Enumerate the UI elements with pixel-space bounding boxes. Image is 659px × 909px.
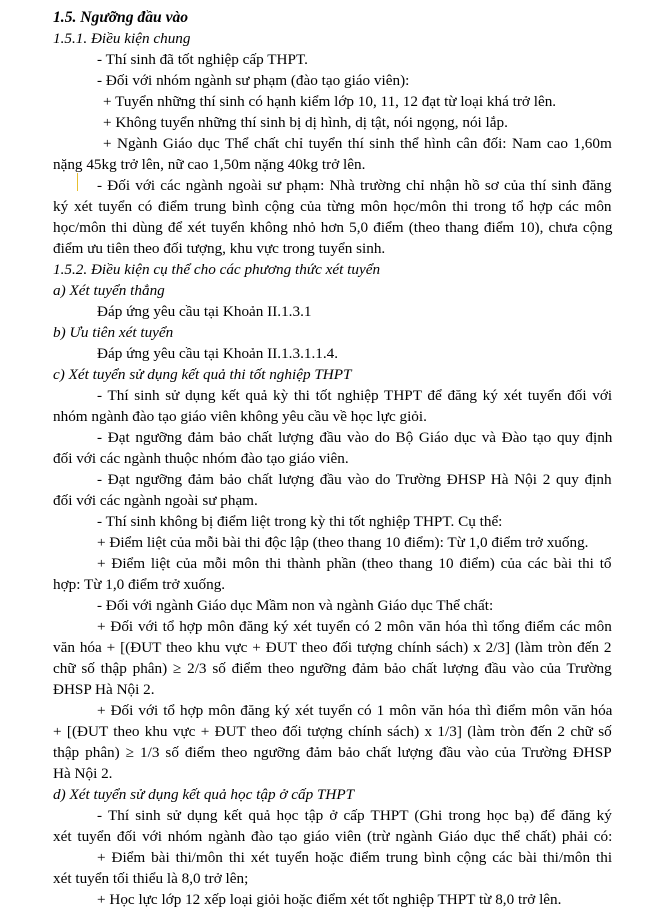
text-line: + Điểm bài thi/môn thi xét tuyển hoặc điểm trung bình cộng các bài thi/môn thi <box>97 849 613 866</box>
text-line: ĐHSP Hà Nội 2. <box>53 681 155 698</box>
text-line: - Đối với các ngành ngoài sư phạm: Nhà trường chỉ nhận hồ sơ của thí sinh đăng <box>97 177 612 194</box>
text-line: + Không tuyển những thí sinh bị dị hình, dị tật, nói ngọng, nói lắp. <box>103 114 508 131</box>
text-cursor <box>77 173 78 191</box>
text-line: đối với các ngành ngoài sư phạm. <box>53 492 258 509</box>
text-line: + Đối với tổ hợp môn đăng ký xét tuyển có 1 môn văn hóa thì điểm môn văn hóa <box>97 702 613 719</box>
text-line: chữ số thập phân) ≥ 2/3 số điểm theo ngưỡng đảm bảo chất lượng đầu vào của Trường <box>53 660 612 677</box>
text-line: Đáp ứng yêu cầu tại Khoản II.1.3.1.1.4. <box>97 345 339 362</box>
text-line: + [(ĐUT theo khu vực + ĐUT theo đối tượng chính sách) x 1/3] (làm tròn đến 2 chữ số <box>53 723 612 740</box>
text-line: - Thí sinh sử dụng kết quả học tập ở cấp THPT (Ghi trong học bạ) để đăng ký <box>97 807 612 824</box>
text-line: xét tuyển đối với nhóm ngành đào tạo giáo viên (trừ ngành Giáo dục thể chất) phải có: <box>53 828 613 845</box>
text-line: - Thí sinh không bị điểm liệt trong kỳ thi tốt nghiệp THPT. Cụ thể: <box>97 513 503 530</box>
text-line: nặng 45kg trở lên, nữ cao 1,50m nặng 40kg trở lên. <box>53 156 366 173</box>
text-line: học/môn thi dùng để xét tuyển không nhỏ hơn 5,0 điểm (theo thang điểm 10), chưa cộng <box>53 219 613 236</box>
text-line: đối với các ngành thuộc nhóm đào tạo giáo viên. <box>53 450 349 467</box>
text-line: xét tuyển tối thiểu là 8,0 trở lên; <box>53 870 249 887</box>
subsection-heading: c) Xét tuyển sử dụng kết quả thi tốt nghiệp THPT <box>53 366 352 383</box>
subsection-heading: 1.5.1. Điều kiện chung <box>53 30 191 47</box>
section-heading: 1.5. Ngưỡng đầu vào <box>53 9 189 26</box>
text-line: văn hóa + [(ĐUT theo khu vực + ĐUT theo đối tượng chính sách) x 2/3] (làm tròn đến 2 <box>53 639 612 656</box>
subsection-heading: a) Xét tuyển thẳng <box>53 282 165 299</box>
text-line: nhóm ngành đào tạo giáo viên không yêu cầu về học lực giỏi. <box>53 408 427 425</box>
text-line: - Thí sinh đã tốt nghiệp cấp THPT. <box>97 51 308 68</box>
text-line: ký xét tuyển có điểm trung bình cộng của từng môn học/môn thi trong tổ hợp các môn <box>53 198 612 215</box>
text-line: + Học lực lớp 12 xếp loại giỏi hoặc điểm xét tốt nghiệp THPT từ 8,0 trở lên. <box>97 891 562 908</box>
subsection-heading: d) Xét tuyển sử dụng kết quả học tập ở cấp THPT <box>53 786 355 803</box>
text-line: + Ngành Giáo dục Thể chất chỉ tuyển thí sinh thể hình cân đối: Nam cao 1,60m <box>103 135 612 152</box>
subsection-heading: 1.5.2. Điều kiện cụ thể cho các phương thức xét tuyển <box>53 261 381 278</box>
text-line: + Tuyển những thí sinh có hạnh kiểm lớp 10, 11, 12 đạt từ loại khá trở lên. <box>103 93 557 110</box>
text-line: - Đối với nhóm ngành sư phạm (đào tạo giáo viên): <box>97 72 410 89</box>
text-line: hợp: Từ 1,0 điểm trở xuống. <box>53 576 226 593</box>
text-line: - Đạt ngưỡng đảm bảo chất lượng đầu vào do Bộ Giáo dục và Đào tạo quy định <box>97 429 613 446</box>
text-line: + Đối với tổ hợp môn đăng ký xét tuyển có 2 môn văn hóa thì tổng điểm các môn <box>97 618 612 635</box>
text-line: Hà Nội 2. <box>53 765 113 782</box>
subsection-heading: b) Ưu tiên xét tuyển <box>53 324 174 341</box>
text-line: thập phân) ≥ 1/3 số điểm theo ngưỡng đảm bảo chất lượng đầu vào của Trường ĐHSP <box>53 744 612 761</box>
text-line: - Đối với ngành Giáo dục Mầm non và ngành Giáo dục Thể chất: <box>97 597 494 614</box>
text-line: - Thí sinh sử dụng kết quả kỳ thi tốt nghiệp THPT để đăng ký xét tuyển đối với <box>97 387 613 404</box>
text-line: + Điểm liệt của mỗi môn thi thành phần (theo thang 10 điểm) của các bài thi tổ <box>97 555 612 572</box>
text-line: - Đạt ngưỡng đảm bảo chất lượng đầu vào do Trường ĐHSP Hà Nội 2 quy định <box>97 471 612 488</box>
text-line: điểm ưu tiên theo đối tượng, khu vực trong tuyển sinh. <box>53 240 386 257</box>
text-line: Đáp ứng yêu cầu tại Khoản II.1.3.1 <box>97 303 312 320</box>
text-line: + Điểm liệt của mỗi bài thi độc lập (theo thang 10 điểm): Từ 1,0 điểm trở xuống. <box>97 534 589 551</box>
